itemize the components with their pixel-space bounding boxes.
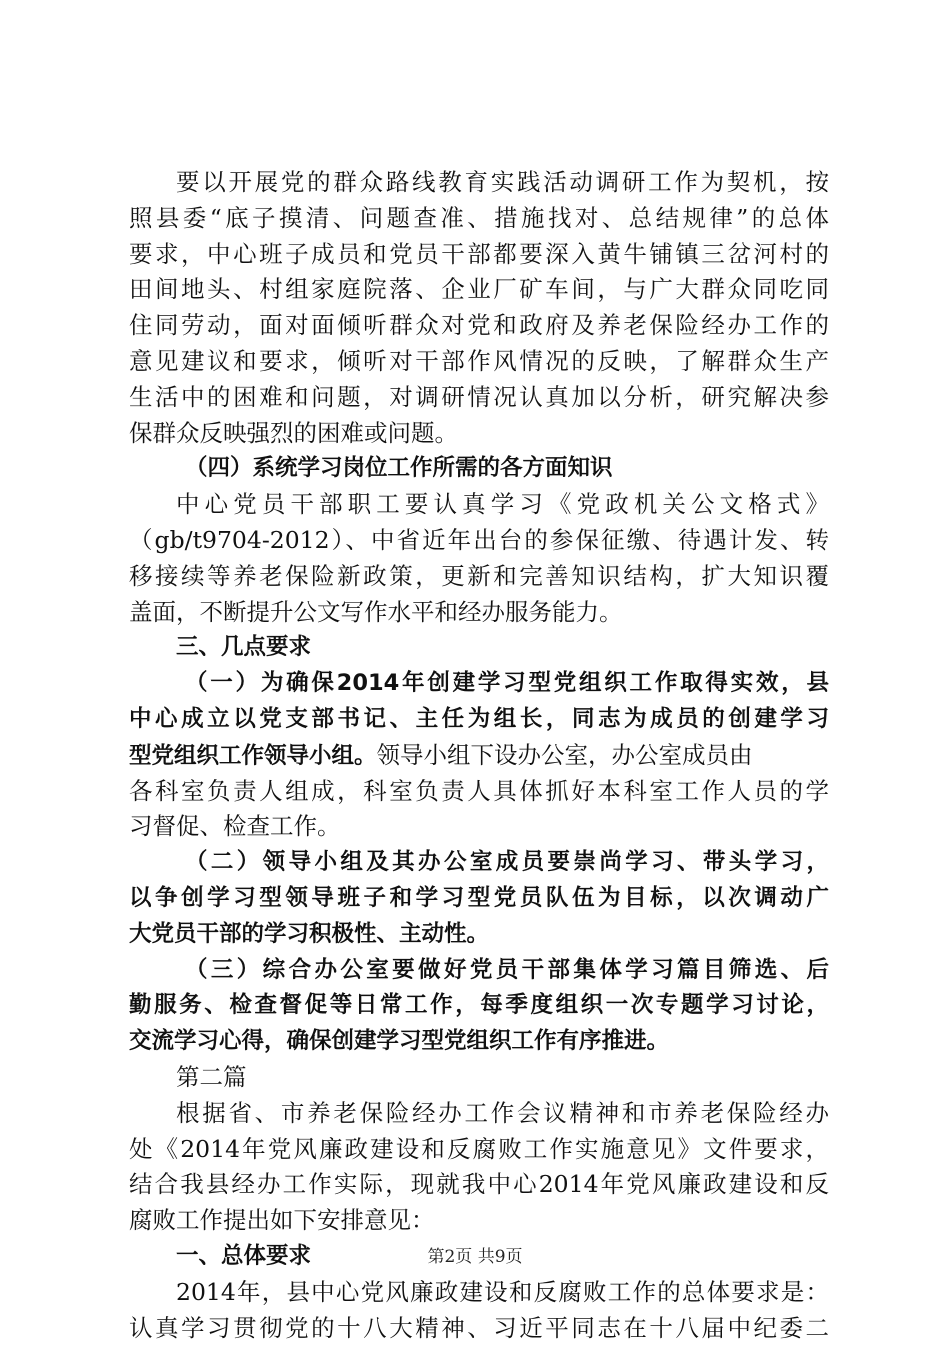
paragraph-line: 结合我县经办工作实际，现就我中心2014年党风廉政建设和反	[129, 1167, 829, 1203]
page-number-footer: 第2页 共9页	[0, 1242, 950, 1267]
paragraph-line: 大党员干部的学习积极性、主动性。	[129, 917, 829, 953]
paragraph-line-mixed	[129, 738, 829, 774]
paragraph-line: （二）领导小组及其办公室成员要崇尚学习、带头学习，	[129, 845, 829, 881]
paragraph-line: 盖面，不断提升公文写作水平和经办服务能力。	[129, 595, 829, 631]
paragraph-line: 勤服务、检查督促等日常工作，每季度组织一次专题学习讨论，	[129, 988, 829, 1024]
paragraph-line: 要以开展党的群众路线教育实践活动调研工作为契机，按	[129, 165, 829, 201]
section-heading: 三、几点要求	[129, 630, 829, 666]
paragraph-line: 要求，中心班子成员和党员干部都要深入黄牛铺镇三岔河村的	[129, 237, 829, 273]
paragraph-line: 移接续等养老保险新政策，更新和完善知识结构，扩大知识覆	[129, 559, 829, 595]
bold-run: 型党组织工作领导小组。	[129, 743, 377, 769]
paragraph-line: 生活中的困难和问题，对调研情况认真加以分析，研究解决参	[129, 380, 829, 416]
normal-run: 领导小组下设办公室，办公室成员由	[377, 741, 753, 769]
paragraph-line: 中心成立以党支部书记、主任为组长，同志为成员的创建学习	[129, 702, 829, 738]
document-body	[129, 165, 829, 1346]
paragraph-line: 2014年，县中心党风廉政建设和反腐败工作的总体要求是：	[129, 1275, 829, 1311]
paragraph-line: 习督促、检查工作。	[129, 809, 829, 845]
section-heading: （四）系统学习岗位工作所需的各方面知识	[129, 451, 829, 487]
section-heading: 一、总体要求	[129, 1239, 829, 1275]
paragraph-line: 认真学习贯彻党的十八大精神、习近平同志在十八届中纪委二	[129, 1311, 829, 1346]
paragraph-line: 处《2014年党风廉政建设和反腐败工作实施意见》文件要求，	[129, 1132, 829, 1168]
paragraph-line: 意见建议和要求，倾听对干部作风情况的反映，了解群众生产	[129, 344, 829, 380]
paragraph-line: 腐败工作提出如下安排意见：	[129, 1203, 829, 1239]
part-title: 第二篇	[129, 1060, 829, 1096]
paragraph-line: 保群众反映强烈的困难或问题。	[129, 416, 829, 452]
paragraph-line: 住同劳动，面对面倾听群众对党和政府及养老保险经办工作的	[129, 308, 829, 344]
paragraph-line: （gb/t9704-2012）、中省近年出台的参保征缴、待遇计发、转	[129, 523, 829, 559]
paragraph-line: 照县委“底子摸清、问题查准、措施找对、总结规律”的总体	[129, 201, 829, 237]
paragraph-line: 交流学习心得，确保创建学习型党组织工作有序推进。	[129, 1024, 829, 1060]
paragraph-line: 中心党员干部职工要认真学习《党政机关公文格式》	[129, 487, 829, 523]
paragraph-line: 以争创学习型领导班子和学习型党员队伍为目标，以次调动广	[129, 881, 829, 917]
paragraph-line: 各科室负责人组成，科室负责人具体抓好本科室工作人员的学	[129, 774, 829, 810]
paragraph-line: 田间地头、村组家庭院落、企业厂矿车间，与广大群众同吃同	[129, 272, 829, 308]
paragraph-line: （三）综合办公室要做好党员干部集体学习篇目筛选、后	[129, 953, 829, 989]
paragraph-line: 根据省、市养老保险经办工作会议精神和市养老保险经办	[129, 1096, 829, 1132]
paragraph-line: （一）为确保2014年创建学习型党组织工作取得实效，县	[129, 666, 829, 702]
